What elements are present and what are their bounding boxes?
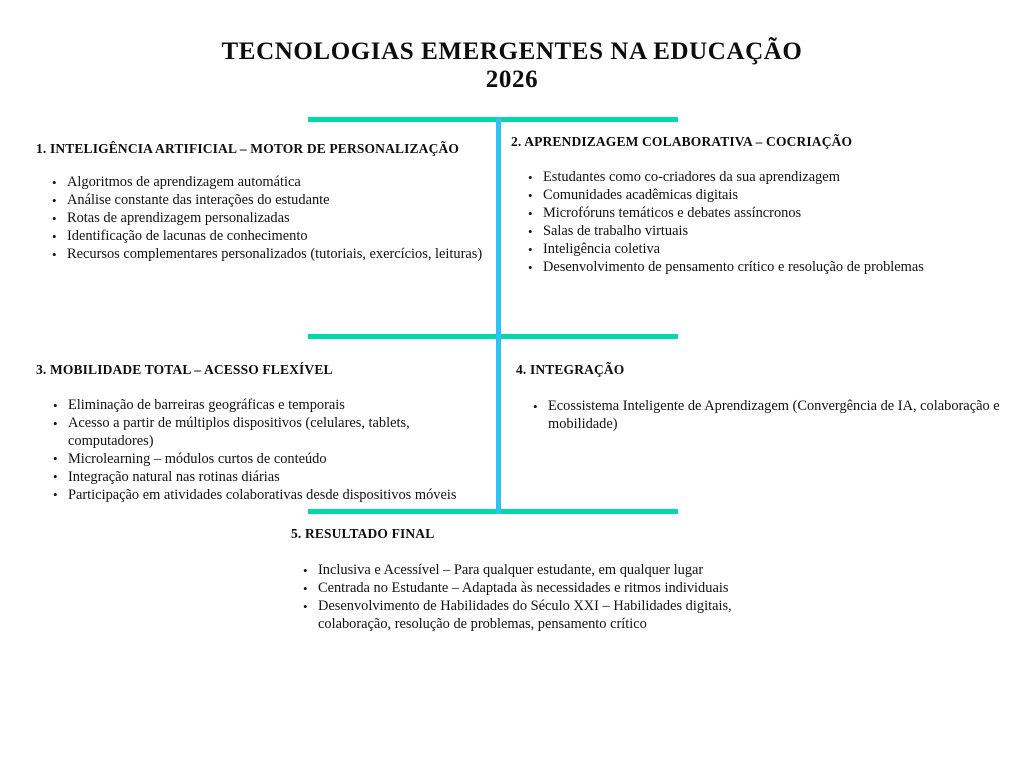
bullet-list-1 <box>49 174 498 264</box>
divider-line-bottom <box>308 509 678 514</box>
list-item: • Centrada no Estudante – Adaptada às necessidades e ritmos individuais <box>300 580 761 598</box>
bullet-list-4 <box>530 398 1012 433</box>
section-aprendizagem-colaborativa <box>511 133 1011 278</box>
page-title-line-2: 2026 <box>485 66 539 93</box>
list-item: • Desenvolvimento de pensamento crítico e resolução de problemas <box>525 259 1011 277</box>
list-item: • Rotas de aprendizagem personalizadas <box>49 210 498 228</box>
section-heading-5: 5. RESULTADO FINAL <box>291 526 435 541</box>
list-item: • Inteligência coletiva <box>525 241 1011 259</box>
section-heading-2: 2. APRENDIZAGEM COLABORATIVA – COCRIAÇÃO <box>511 134 853 149</box>
list-item: • Ecossistema Inteligente de Aprendizagem (Convergência de IA, colaboração e mobilidade) <box>530 398 1012 433</box>
list-item: • Salas de trabalho virtuais <box>525 223 1011 241</box>
page-title <box>0 38 1024 94</box>
divider-line-middle <box>308 334 678 339</box>
list-item: • Inclusiva e Acessível – Para qualquer estudante, em qualquer lugar <box>300 562 761 580</box>
divider-line-top <box>308 117 678 122</box>
section-resultado-final <box>291 525 761 634</box>
section-heading-1: 1. INTELIGÊNCIA ARTIFICIAL – MOTOR DE PERSONALIZAÇÃO <box>36 141 460 156</box>
bullet-list-3 <box>50 397 491 505</box>
list-item: • Estudantes como co-criadores da sua aprendizagem <box>525 169 1011 187</box>
list-item: • Comunidades acadêmicas digitais <box>525 187 1011 205</box>
list-item: • Análise constante das interações do estudante <box>49 192 498 210</box>
list-item: • Acesso a partir de múltiplos dispositivos (celulares, tablets, computadores) <box>50 415 491 450</box>
list-item: • Microfóruns temáticos e debates assíncronos <box>525 205 1011 223</box>
list-item: • Integração natural nas rotinas diárias <box>50 469 491 487</box>
page-title-line-1: TECNOLOGIAS EMERGENTES NA EDUCAÇÃO <box>221 38 803 65</box>
list-item: • Recursos complementares personalizados (tutoriais, exercícios, leituras) <box>49 246 498 264</box>
section-inteligencia-artificial <box>36 140 498 264</box>
list-item: • Desenvolvimento de Habilidades do Século XXI – Habilidades digitais, colaboração, resolução de problemas, pensamento crítico <box>300 598 761 633</box>
list-item: • Microlearning – módulos curtos de conteúdo <box>50 451 491 469</box>
section-mobilidade-total <box>36 361 491 505</box>
list-item: • Algoritmos de aprendizagem automática <box>49 174 498 192</box>
section-integracao <box>516 361 1012 434</box>
bullet-list-5 <box>300 562 761 633</box>
section-heading-4: 4. INTEGRAÇÃO <box>516 362 625 377</box>
section-heading-3: 3. MOBILIDADE TOTAL – ACESSO FLEXÍVEL <box>36 362 333 377</box>
list-item: • Participação em atividades colaborativas desde dispositivos móveis <box>50 487 491 505</box>
list-item: • Eliminação de barreiras geográficas e temporais <box>50 397 491 415</box>
list-item: • Identificação de lacunas de conhecimento <box>49 228 498 246</box>
bullet-list-2 <box>525 169 1011 277</box>
